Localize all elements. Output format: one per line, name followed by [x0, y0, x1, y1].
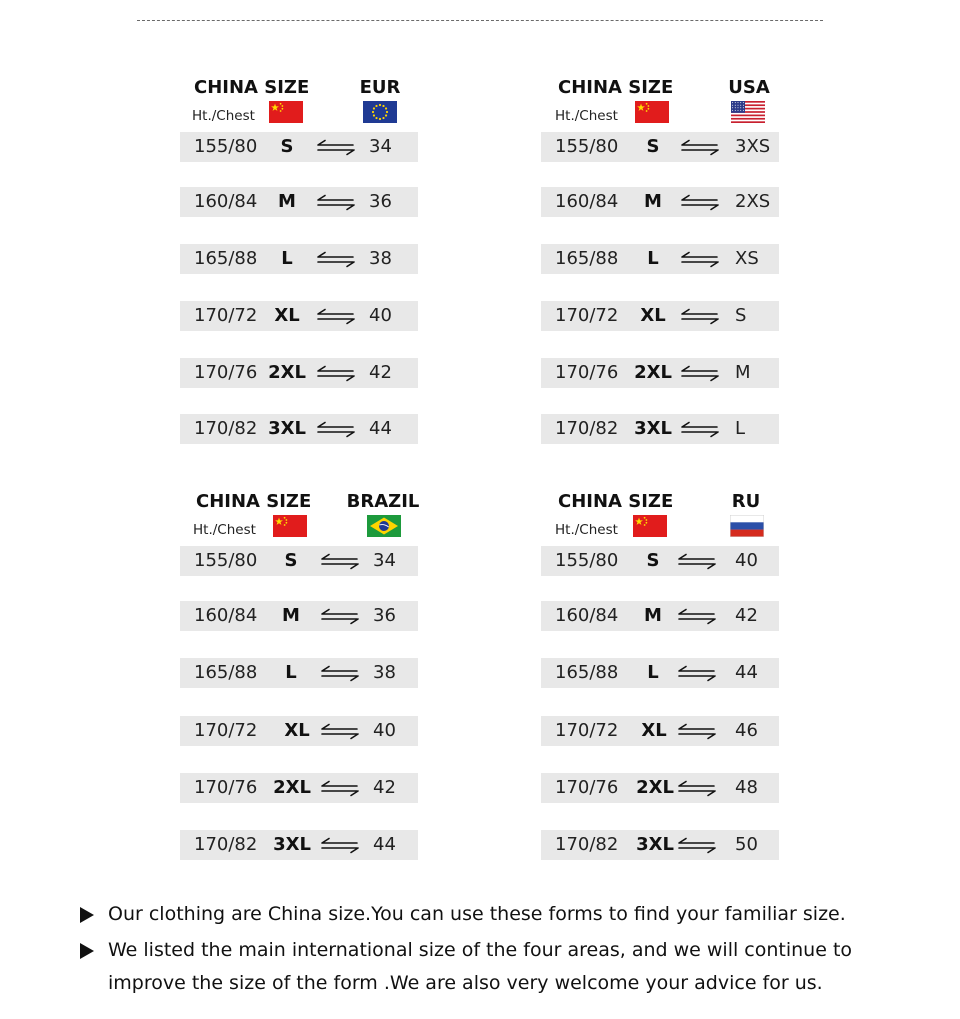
size-letter: M: [644, 605, 662, 626]
size-row: [541, 830, 779, 860]
converted-size: 40: [373, 720, 396, 741]
size-row: [541, 601, 779, 631]
size-letter: 2XL: [636, 777, 674, 798]
height-chest-value: 160/84: [555, 605, 619, 626]
size-notes: [80, 898, 920, 1000]
converted-size: 34: [373, 550, 396, 571]
china-flag-icon: [273, 515, 307, 537]
converted-size: 40: [735, 550, 758, 571]
russia-flag-icon: [730, 515, 764, 537]
size-row: [541, 358, 779, 388]
size-letter: 2XL: [268, 362, 306, 383]
height-chest-value: 160/84: [555, 191, 619, 212]
eu-flag-icon: [363, 101, 397, 123]
height-chest-value: 170/76: [194, 362, 258, 383]
height-chest-value: 155/80: [555, 550, 619, 571]
convert-arrows-icon: [320, 780, 360, 798]
size-letter: M: [282, 605, 300, 626]
convert-arrows-icon: [680, 308, 720, 326]
china-flag-icon: [635, 101, 669, 123]
size-row: [541, 546, 779, 576]
convert-arrows-icon: [677, 608, 717, 626]
size-row: [180, 601, 418, 631]
size-letter: XL: [640, 305, 666, 326]
converted-size: 2XS: [735, 191, 771, 212]
size-row: [180, 132, 418, 162]
size-letter: 3XL: [273, 834, 311, 855]
size-row: [541, 187, 779, 217]
height-chest-value: 170/72: [194, 305, 258, 326]
converted-size: 42: [735, 605, 758, 626]
converted-size: 42: [369, 362, 392, 383]
convert-arrows-icon: [320, 837, 360, 855]
height-chest-label: Ht./Chest: [193, 522, 256, 538]
convert-arrows-icon: [677, 553, 717, 571]
converted-size: 40: [369, 305, 392, 326]
converted-size: S: [735, 305, 747, 326]
converted-size: 48: [735, 777, 758, 798]
size-letter: 3XL: [634, 418, 672, 439]
convert-arrows-icon: [680, 194, 720, 212]
height-chest-value: 170/82: [555, 418, 619, 439]
height-chest-value: 170/82: [194, 834, 258, 855]
height-chest-value: 165/88: [555, 662, 619, 683]
size-row: [541, 132, 779, 162]
height-chest-value: 160/84: [194, 605, 258, 626]
convert-arrows-icon: [677, 837, 717, 855]
size-row: [180, 301, 418, 331]
size-letter: L: [285, 662, 297, 683]
size-row: [180, 658, 418, 688]
brazil-flag-icon: [367, 515, 401, 537]
size-letter: L: [281, 248, 293, 269]
size-letter: 2XL: [634, 362, 672, 383]
height-chest-value: 170/76: [555, 362, 619, 383]
size-chart-usa: [541, 78, 781, 458]
size-row: [541, 414, 779, 444]
convert-arrows-icon: [320, 608, 360, 626]
note-text: We listed the main international size of the four areas, and we will continue to improve the size of the form .We are also very welcome your advice for us.: [108, 939, 853, 994]
convert-arrows-icon: [680, 139, 720, 157]
converted-size: 44: [369, 418, 392, 439]
convert-arrows-icon: [316, 365, 356, 383]
size-row: [180, 244, 418, 274]
convert-arrows-icon: [316, 251, 356, 269]
height-chest-value: 165/88: [194, 248, 258, 269]
converted-size: 36: [373, 605, 396, 626]
size-letter: L: [647, 248, 659, 269]
height-chest-value: 160/84: [194, 191, 258, 212]
convert-arrows-icon: [677, 780, 717, 798]
height-chest-value: 165/88: [555, 248, 619, 269]
height-chest-value: 170/72: [555, 305, 619, 326]
china-flag-icon: [633, 515, 667, 537]
height-chest-value: 165/88: [194, 662, 258, 683]
height-chest-value: 170/76: [555, 777, 619, 798]
size-letter: 3XL: [636, 834, 674, 855]
size-row: [541, 301, 779, 331]
size-letter: S: [280, 136, 294, 157]
convert-arrows-icon: [316, 139, 356, 157]
china-size-heading: CHINA SIZE: [558, 77, 674, 98]
triangle-bullet-icon: [80, 943, 94, 959]
size-row: [180, 716, 418, 746]
convert-arrows-icon: [316, 194, 356, 212]
converted-size: 38: [369, 248, 392, 269]
convert-arrows-icon: [680, 251, 720, 269]
converted-size: 38: [373, 662, 396, 683]
height-chest-value: 170/76: [194, 777, 258, 798]
converted-size: 3XS: [735, 136, 771, 157]
china-size-heading: CHINA SIZE: [196, 491, 312, 512]
size-row: [180, 414, 418, 444]
convert-arrows-icon: [680, 421, 720, 439]
size-letter: M: [644, 191, 662, 212]
convert-arrows-icon: [677, 723, 717, 741]
size-letter: XL: [284, 720, 310, 741]
converted-size: 50: [735, 834, 758, 855]
size-row: [541, 658, 779, 688]
height-chest-value: 155/80: [194, 136, 258, 157]
size-chart-eur: [180, 78, 420, 458]
target-size-heading: RU: [731, 491, 761, 512]
convert-arrows-icon: [320, 723, 360, 741]
converted-size: 46: [735, 720, 758, 741]
size-letter: 3XL: [268, 418, 306, 439]
size-row: [541, 716, 779, 746]
height-chest-label: Ht./Chest: [192, 108, 255, 124]
size-row: [180, 830, 418, 860]
size-row: [180, 187, 418, 217]
size-letter: L: [647, 662, 659, 683]
target-size-heading: EUR: [359, 77, 401, 98]
size-letter: S: [646, 550, 660, 571]
converted-size: XS: [735, 248, 759, 269]
height-chest-label: Ht./Chest: [555, 108, 618, 124]
height-chest-value: 155/80: [194, 550, 258, 571]
height-chest-label: Ht./Chest: [555, 522, 618, 538]
converted-size: L: [735, 418, 746, 439]
usa-flag-icon: [731, 101, 765, 123]
size-chart-brazil: [180, 492, 420, 872]
converted-size: 42: [373, 777, 396, 798]
note-text: Our clothing are China size.You can use these forms to find your familiar size.: [108, 903, 846, 925]
height-chest-value: 170/72: [194, 720, 258, 741]
height-chest-value: 170/82: [555, 834, 619, 855]
converted-size: 34: [369, 136, 392, 157]
size-row: [180, 358, 418, 388]
china-size-heading: CHINA SIZE: [558, 491, 674, 512]
size-row: [541, 773, 779, 803]
china-size-heading: CHINA SIZE: [194, 77, 310, 98]
convert-arrows-icon: [320, 665, 360, 683]
top-dashed-divider: [137, 20, 823, 21]
convert-arrows-icon: [680, 365, 720, 383]
triangle-bullet-icon: [80, 907, 94, 923]
convert-arrows-icon: [316, 421, 356, 439]
target-size-heading: BRAZIL: [346, 491, 420, 512]
convert-arrows-icon: [677, 665, 717, 683]
size-row: [180, 546, 418, 576]
convert-arrows-icon: [316, 308, 356, 326]
convert-arrows-icon: [320, 553, 360, 571]
note-item: [80, 898, 920, 931]
size-letter: XL: [274, 305, 300, 326]
target-size-heading: USA: [728, 77, 770, 98]
size-letter: XL: [641, 720, 667, 741]
height-chest-value: 170/72: [555, 720, 619, 741]
china-flag-icon: [269, 101, 303, 123]
converted-size: M: [735, 362, 751, 383]
size-row: [541, 244, 779, 274]
converted-size: 44: [373, 834, 396, 855]
height-chest-value: 170/82: [194, 418, 258, 439]
height-chest-value: 155/80: [555, 136, 619, 157]
converted-size: 44: [735, 662, 758, 683]
size-chart-ru: [541, 492, 781, 872]
converted-size: 36: [369, 191, 392, 212]
size-letter: 2XL: [273, 777, 311, 798]
size-letter: S: [284, 550, 298, 571]
size-row: [180, 773, 418, 803]
size-letter: S: [646, 136, 660, 157]
note-item: [80, 934, 920, 1000]
size-letter: M: [278, 191, 296, 212]
